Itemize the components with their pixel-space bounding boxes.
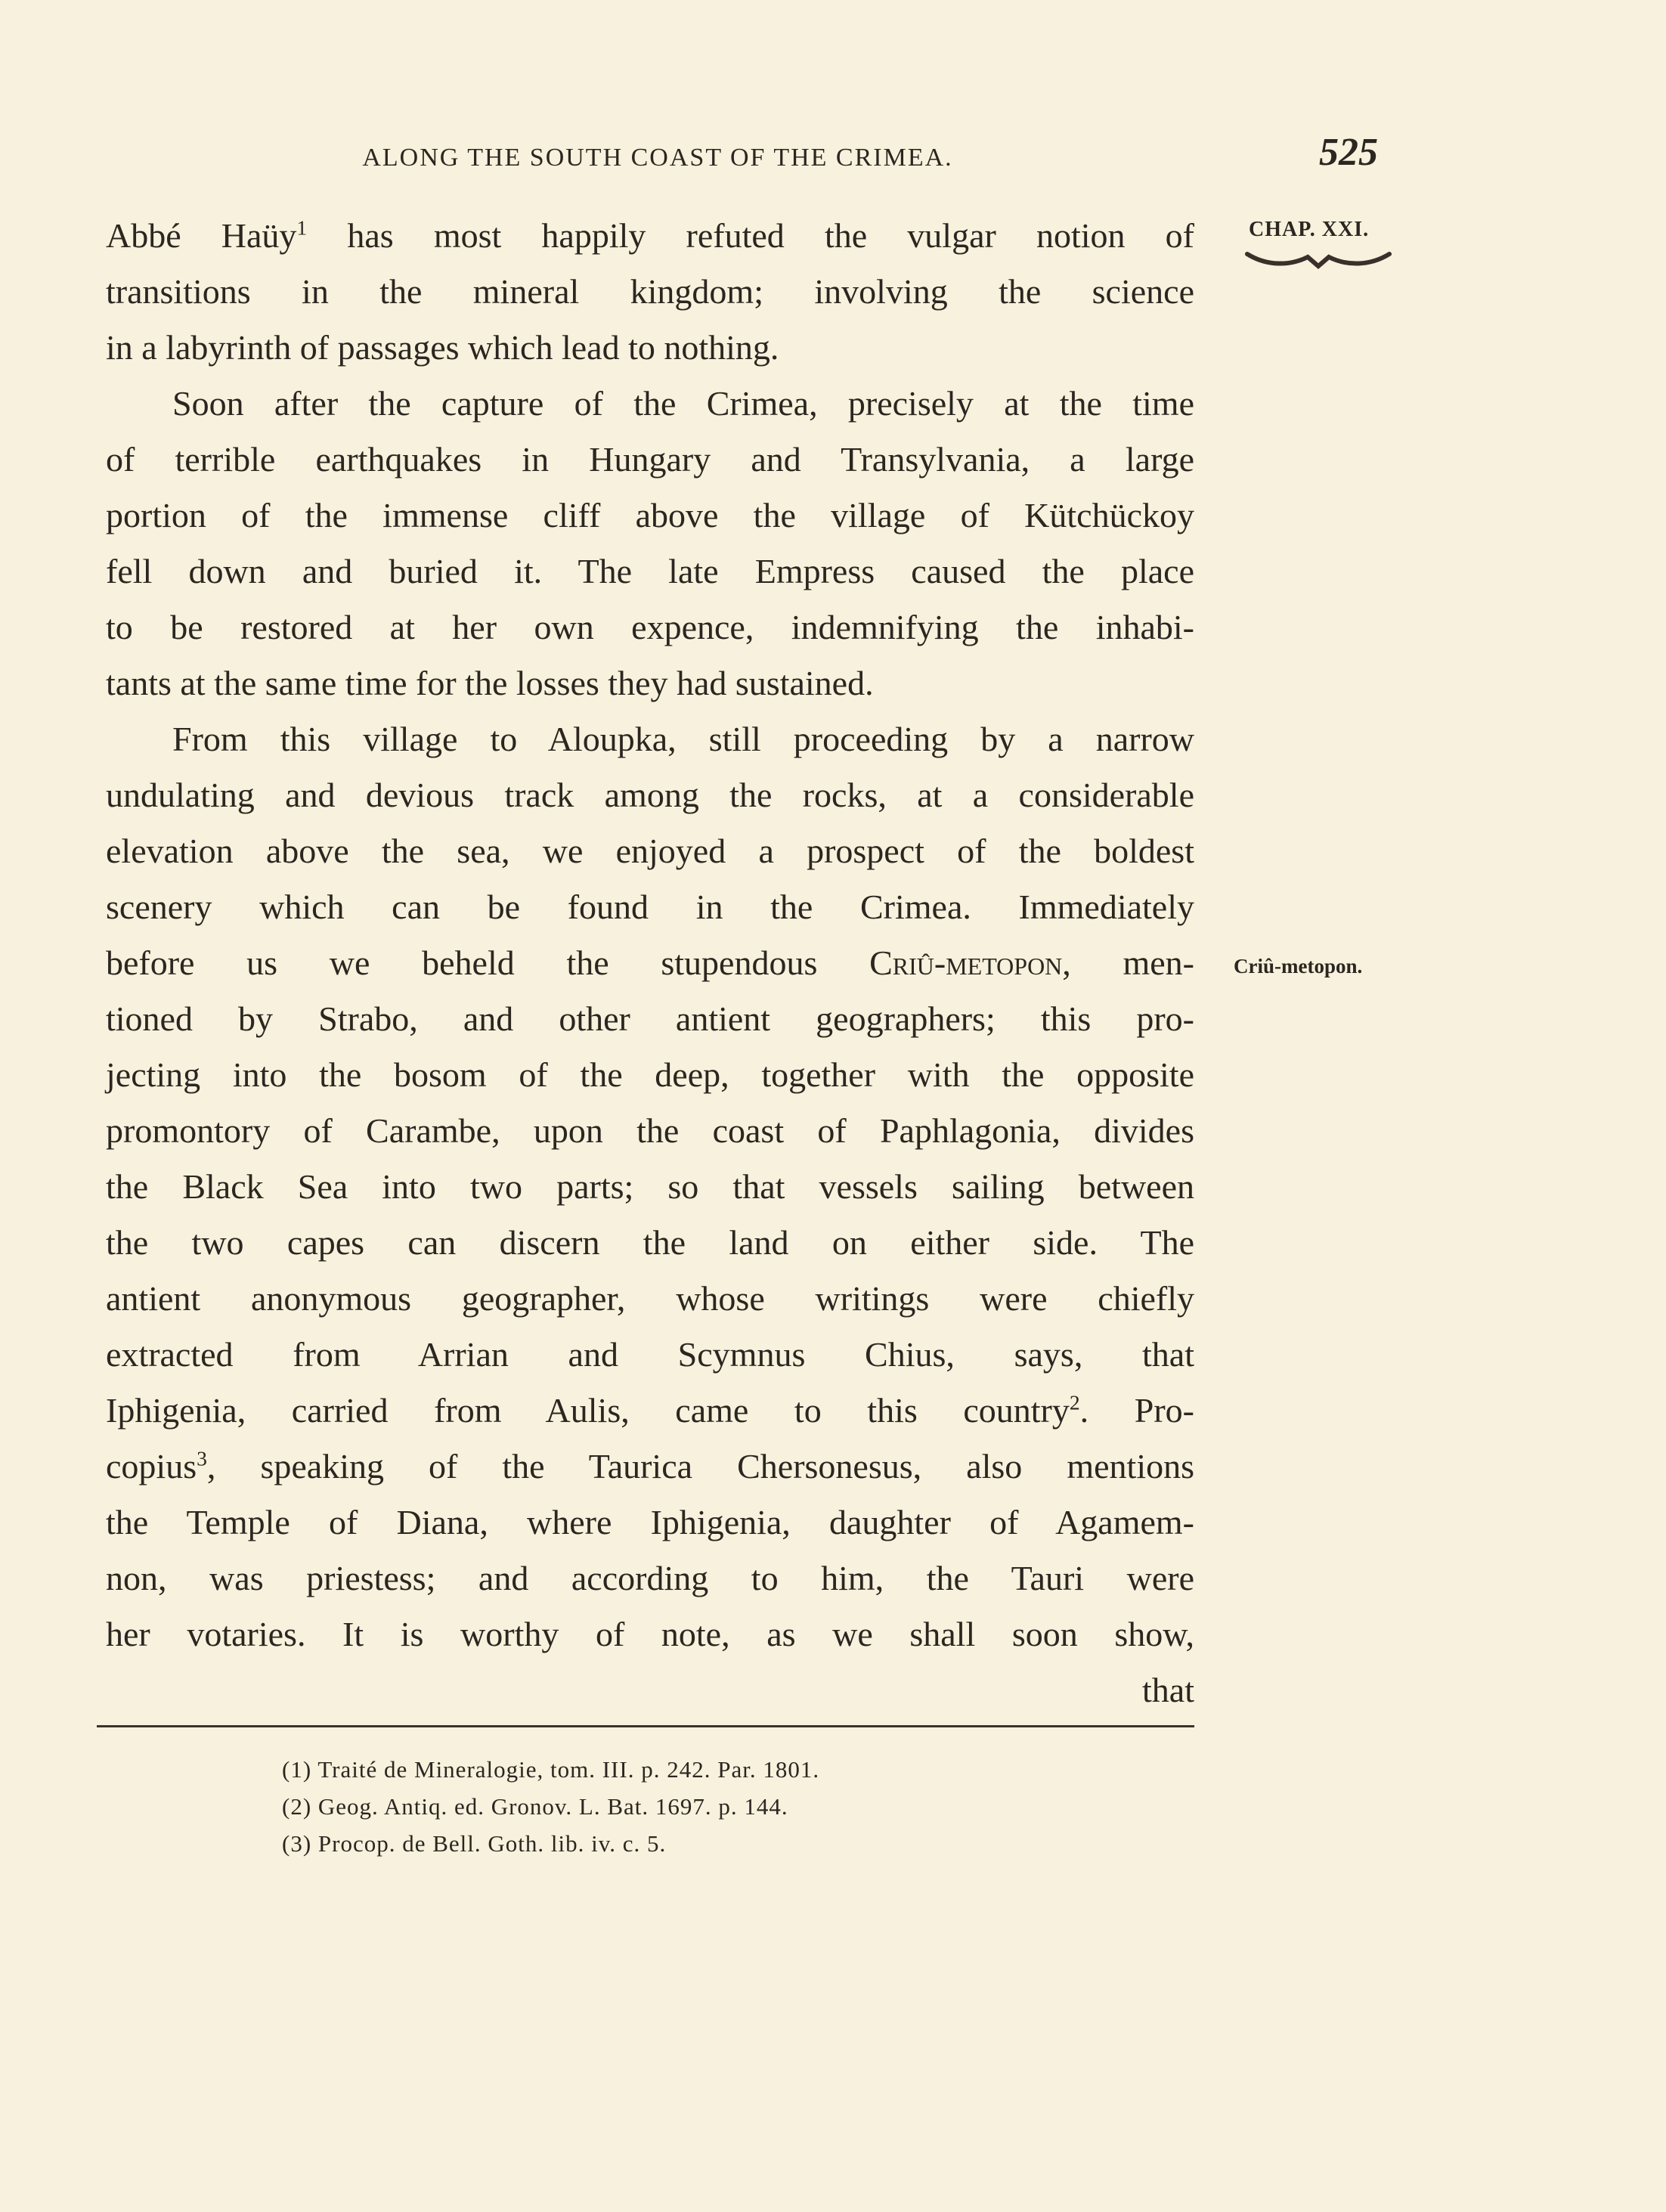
chapter-ornament-icon xyxy=(1244,249,1392,275)
body-line: the two capes can discern the land on either side. The xyxy=(106,1223,1194,1262)
body-line: the Temple of Diana, where Iphigenia, daughter of Agamem- xyxy=(106,1503,1194,1541)
footnote-ref-2[interactable]: 2 xyxy=(1069,1390,1080,1414)
footnote-3: (3) Procop. de Bell. Goth. lib. iv. c. 5. xyxy=(282,1830,667,1857)
body-line: non, was priestess; and according to him, the Tauri were xyxy=(106,1559,1194,1597)
body-line: portion of the immense cliff above the village of Kütchückoy xyxy=(106,496,1194,534)
body-line: undulating and devious track among the rocks, at a considerable xyxy=(106,776,1194,814)
body-line: tants at the same time for the losses they had sustained. xyxy=(106,664,874,702)
catchword: that xyxy=(1142,1671,1194,1709)
body-line: antient anonymous geographer, whose writings were chiefly xyxy=(106,1279,1194,1318)
body-line: elevation above the sea, we enjoyed a prospect of the boldest xyxy=(106,832,1194,870)
body-line: Soon after the capture of the Crimea, precisely at the time xyxy=(172,384,1194,423)
chapter-marginal-label: CHAP. XXI. xyxy=(1249,218,1370,241)
page-number: 525 xyxy=(1319,131,1378,174)
body-line: scenery which can be found in the Crimea. Immediately xyxy=(106,888,1194,926)
body-line: of terrible earthquakes in Hungary and Transylvania, a large xyxy=(106,440,1194,479)
running-title: ALONG THE SOUTH COAST OF THE CRIMEA. xyxy=(362,144,953,172)
body-line: her votaries. It is worthy of note, as we shall soon show, xyxy=(106,1615,1194,1653)
footnote-1: (1) Traité de Mineralogie, tom. III. p. 242. Par. 1801. xyxy=(282,1756,820,1783)
marginal-note-criu-metopon: Criû-metopon. xyxy=(1234,955,1363,977)
body-line: copius$^3$, speaking of the Taurica Chersonesus, also mentions xyxy=(106,1446,1194,1486)
body-line: before us we beheld the stupendous Criû-metopon, men- xyxy=(106,943,1195,982)
body-line: to be restored at her own expence, indemnifying the inhabi- xyxy=(106,608,1194,646)
body-text xyxy=(106,208,1194,1718)
body-line: extracted from Arrian and Scymnus Chius, says, that xyxy=(106,1335,1194,1374)
body-line: transitions in the mineral kingdom; involving the science xyxy=(106,272,1194,311)
body-line: tioned by Strabo, and other antient geographers; this pro- xyxy=(106,999,1194,1038)
footnote-ref-3[interactable]: 3 xyxy=(197,1446,207,1470)
body-line: in a labyrinth of passages which lead to nothing. xyxy=(106,328,779,367)
place-name-criu-metopon: Criû-metopon xyxy=(869,943,1063,982)
footnote-2: (2) Geog. Antiq. ed. Gronov. L. Bat. 1697. p. 144. xyxy=(282,1793,788,1820)
body-line: From this village to Aloupka, still proceeding by a narrow xyxy=(172,720,1194,758)
footnote-ref-1[interactable]: 1 xyxy=(296,215,308,240)
body-line: fell down and buried it. The late Empress caused the place xyxy=(106,552,1194,590)
body-line: jecting into the bosom of the deep, together with the opposite xyxy=(106,1055,1194,1094)
footnote-rule xyxy=(97,1725,1194,1727)
body-line: Iphigenia, carried from Aulis, came to this country$^2$. Pro- xyxy=(106,1390,1194,1430)
body-line: Abbé Haüy$^1$ has most happily refuted the vulgar notion of xyxy=(106,215,1194,255)
footnotes xyxy=(282,1751,819,1862)
body-line: the Black Sea into two parts; so that vessels sailing between xyxy=(106,1167,1194,1206)
body-line: promontory of Carambe, upon the coast of Paphlagonia, divides xyxy=(106,1111,1194,1150)
